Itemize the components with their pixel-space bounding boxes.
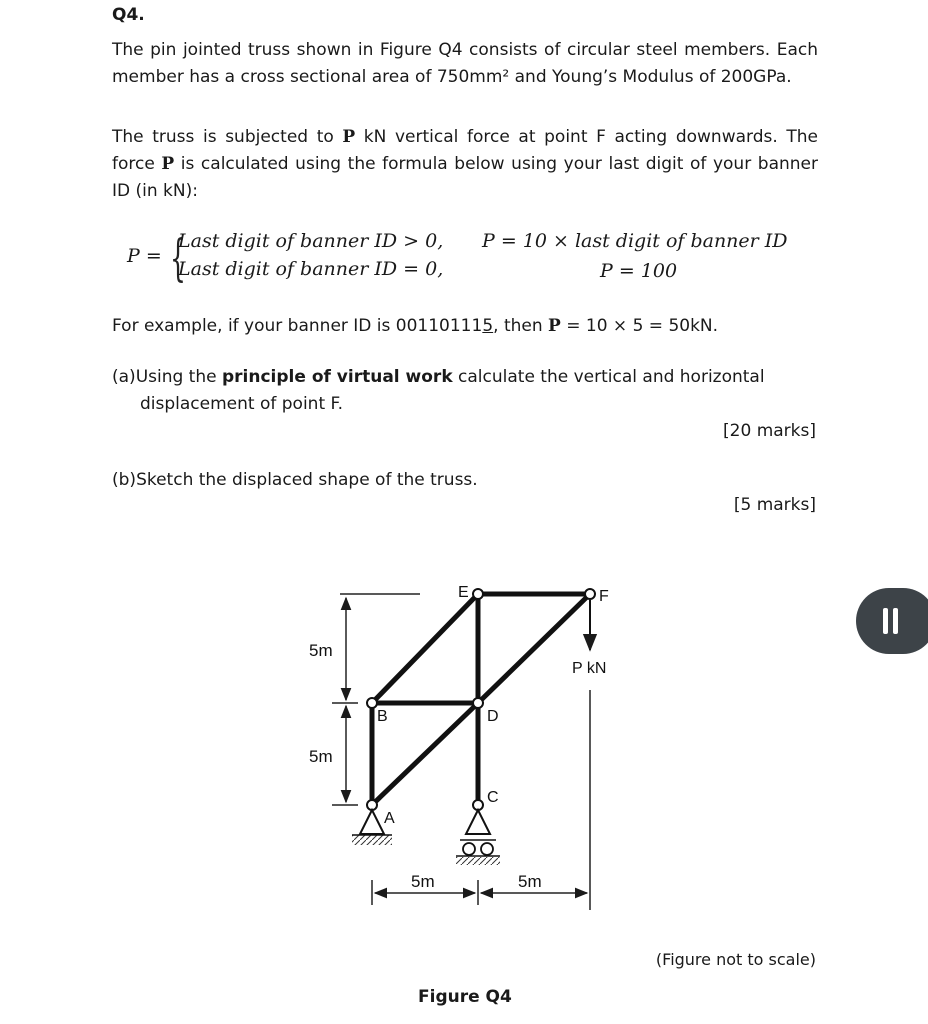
pause-icon-bar — [893, 608, 898, 634]
figure-caption: Figure Q4 — [418, 987, 512, 1007]
force-text-3: is calculated using the formula below using your last digit of your banner ID (in kN): — [112, 154, 818, 201]
figure-note: (Figure not to scale) — [655, 950, 816, 969]
joint-b — [367, 698, 377, 708]
part-a-text-1: Using the — [135, 367, 222, 387]
dim-vertical-lower: 5m — [309, 747, 333, 766]
load-label: P kN — [572, 660, 607, 677]
example-suffix: = 10 × 5 = 50kN. — [560, 316, 719, 336]
label-e: E — [458, 584, 469, 601]
equation-result-1: P = 10 × last digit of banner ID — [482, 230, 788, 252]
member-df — [478, 594, 590, 703]
force-text-1: The truss is subjected to — [112, 127, 343, 147]
example-prefix: For example, if your banner ID is 00110111 — [112, 316, 483, 336]
intro-paragraph: The pin jointed truss shown in Figure Q4 consists of circular steel members. Each member has a cross sectional area of 750mm² and Young’s Modulus of 200GPa. — [112, 40, 818, 87]
equation-brace: { — [170, 229, 186, 287]
equation-result-2: P = 100 — [600, 260, 678, 282]
example-underlined-digit: 5 — [482, 316, 494, 336]
dim-horizontal-left: 5m — [411, 872, 435, 891]
pause-icon-bar — [883, 608, 888, 634]
label-f: F — [599, 588, 609, 605]
dim-horizontal-right: 5m — [518, 872, 542, 891]
joint-f — [585, 589, 595, 599]
part-a-label: (a) — [112, 367, 136, 387]
label-b: B — [377, 708, 388, 725]
part-a-line-2: displacement of point F. — [140, 394, 343, 414]
joint-e — [473, 589, 483, 599]
force-symbol: P — [342, 127, 356, 147]
force-text-2: kN vertical force at point F acting downwards. The force — [112, 127, 819, 174]
member-be — [372, 594, 478, 703]
side-panel-toggle-button[interactable] — [856, 588, 928, 654]
question-title: Q4. — [112, 5, 145, 25]
label-c: C — [487, 789, 499, 806]
equation-lhs: P = — [127, 245, 162, 267]
part-a-text-2: calculate the vertical and horizontal — [452, 367, 765, 387]
equation-case-1: Last digit of banner ID > 0, — [178, 230, 444, 252]
label-a: A — [384, 810, 395, 827]
force-symbol-2: P — [161, 154, 175, 174]
part-a-bold: principle of virtual work — [221, 367, 453, 387]
example-mid: , then — [493, 316, 549, 336]
part-b-label: (b) — [112, 470, 137, 490]
label-d: D — [487, 708, 499, 725]
part-b-text: Sketch the displaced shape of the truss. — [136, 470, 478, 490]
equation-case-2: Last digit of banner ID = 0, — [178, 258, 444, 280]
member-ad — [372, 703, 478, 805]
roller-support-c — [456, 810, 500, 865]
dim-vertical-upper: 5m — [309, 641, 333, 660]
part-b-marks: [5 marks] — [733, 495, 816, 515]
part-a-marks: [20 marks] — [723, 421, 816, 441]
joint-d — [473, 698, 483, 708]
example-symbol: P — [548, 316, 561, 336]
